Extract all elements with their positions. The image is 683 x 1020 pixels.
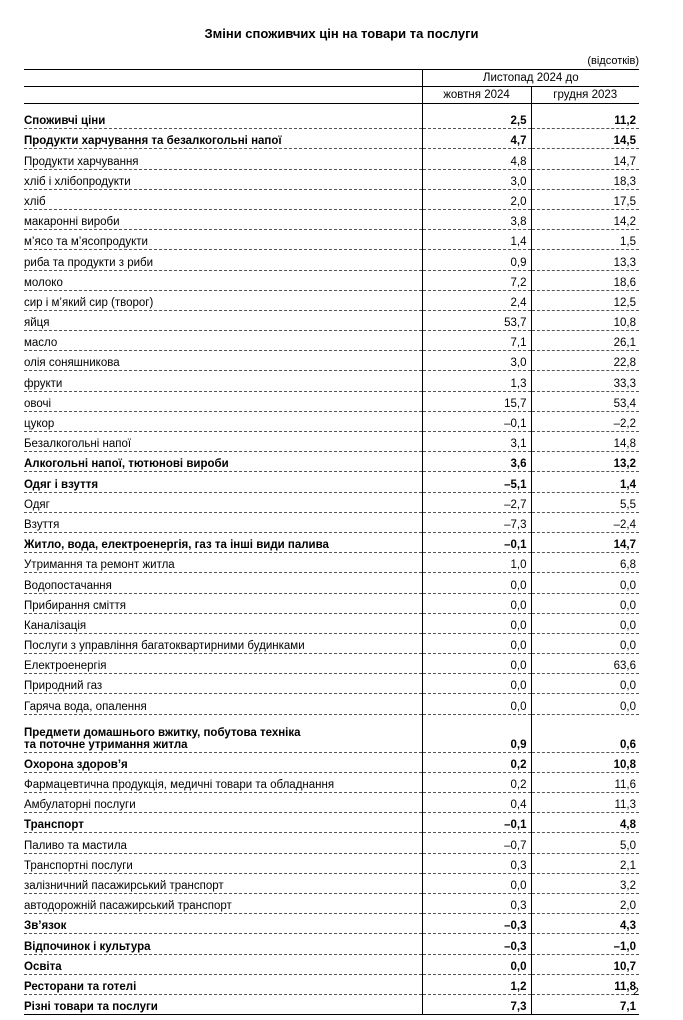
- row-label-text: Гаряча вода, опалення: [24, 700, 147, 713]
- value-vs-prev-month: 0,3: [422, 853, 531, 873]
- value-vs-prev-month: 0,0: [422, 613, 531, 633]
- value-vs-december: 0,0: [531, 633, 639, 653]
- row-label: [24, 593, 422, 613]
- value-vs-prev-month: 0,0: [422, 654, 531, 674]
- row-label-text: Зв’язок: [24, 920, 67, 933]
- row-label-text: Водопостачання: [24, 579, 112, 592]
- row-label: [24, 934, 422, 954]
- row-label: [24, 432, 422, 452]
- value-vs-december: 6,8: [531, 553, 639, 573]
- value-vs-prev-month: 0,4: [422, 793, 531, 813]
- page-number: 2: [632, 986, 639, 998]
- row-label: [24, 492, 422, 512]
- header-blank-2: [24, 87, 422, 104]
- row-label: [24, 189, 422, 209]
- header-period: Листопад 2024 до: [422, 70, 639, 87]
- table-row: [24, 853, 639, 873]
- value-vs-december: 2,0: [531, 893, 639, 913]
- value-vs-december: 18,6: [531, 270, 639, 290]
- row-label-text: Взуття: [24, 518, 60, 531]
- table-row: [24, 793, 639, 813]
- row-label: [24, 310, 422, 330]
- row-label-text: Безалкогольні напої: [24, 438, 132, 451]
- value-vs-prev-month: –0,1: [422, 411, 531, 431]
- table-row: [24, 994, 639, 1014]
- value-vs-prev-month: 0,0: [422, 674, 531, 694]
- value-vs-december: 4,8: [531, 813, 639, 833]
- row-label: [24, 772, 422, 792]
- value-vs-december: 33,3: [531, 371, 639, 391]
- value-vs-prev-month: 0,0: [422, 573, 531, 593]
- table-row: [24, 371, 639, 391]
- table-row: [24, 752, 639, 772]
- row-label: [24, 613, 422, 633]
- value-vs-prev-month: 0,2: [422, 772, 531, 792]
- row-label: [24, 250, 422, 270]
- row-label: [24, 149, 422, 169]
- value-vs-prev-month: 0,0: [422, 593, 531, 613]
- row-label: [24, 674, 422, 694]
- row-label-text: Прибирання сміття: [24, 599, 126, 612]
- row-label-text: Фармацевтична продукція, медичні товари та обладнання: [24, 779, 335, 791]
- row-label: [24, 371, 422, 391]
- value-vs-december: –2,2: [531, 411, 639, 431]
- row-label-text: цукор: [24, 418, 55, 430]
- value-vs-december: 3,2: [531, 873, 639, 893]
- value-vs-prev-month: 2,0: [422, 189, 531, 209]
- row-label-text: фрукти: [24, 377, 63, 390]
- row-label-text: м’ясо та м’ясопродукти: [24, 236, 148, 249]
- value-vs-december: 13,3: [531, 250, 639, 270]
- value-vs-december: 5,5: [531, 492, 639, 512]
- row-label: [24, 452, 422, 472]
- value-vs-prev-month: 1,3: [422, 371, 531, 391]
- row-label-text: Споживчі ціни: [24, 115, 106, 128]
- table-row: [24, 310, 639, 330]
- value-vs-prev-month: 7,2: [422, 270, 531, 290]
- row-label-text: молоко: [24, 276, 63, 289]
- table-row: [24, 169, 639, 189]
- table-row: [24, 553, 639, 573]
- row-label-text: Відпочинок і культура: [24, 940, 151, 953]
- value-vs-prev-month: 3,8: [422, 209, 531, 229]
- value-vs-prev-month: 0,0: [422, 873, 531, 893]
- value-vs-prev-month: –0,3: [422, 934, 531, 954]
- row-label: [24, 391, 422, 411]
- row-label-text: Транспортні послуги: [24, 859, 133, 872]
- table-row: [24, 189, 639, 209]
- value-vs-prev-month: 0,3: [422, 893, 531, 913]
- row-label: [24, 270, 422, 290]
- table-row: [24, 873, 639, 893]
- table-row: [24, 914, 639, 934]
- row-label-text: Продукти харчування та безалкогольні напої: [24, 135, 282, 148]
- price-change-table: [24, 69, 639, 1015]
- value-vs-prev-month: 1,2: [422, 974, 531, 994]
- value-vs-december: 0,0: [531, 593, 639, 613]
- value-vs-december: 18,3: [531, 169, 639, 189]
- row-label-text: Освіта: [24, 960, 62, 973]
- row-label-text-line2: та поточне утримання житла: [24, 738, 188, 751]
- row-label: [24, 331, 422, 351]
- table-row: [24, 974, 639, 994]
- table-row: [24, 813, 639, 833]
- row-label-text: автодорожній пасажирський транспорт: [24, 900, 232, 913]
- row-label-text: Амбулаторні послуги: [24, 799, 136, 812]
- table-row: [24, 674, 639, 694]
- value-vs-december: 14,7: [531, 532, 639, 552]
- value-vs-prev-month: 1,4: [422, 230, 531, 250]
- table-row: [24, 472, 639, 492]
- value-vs-prev-month: 0,9: [422, 714, 531, 752]
- row-label-text: масло: [24, 337, 58, 350]
- row-label: [24, 633, 422, 653]
- value-vs-prev-month: 4,8: [422, 149, 531, 169]
- table-row: [24, 934, 639, 954]
- value-vs-december: 17,5: [531, 189, 639, 209]
- row-label-text: залізничний пасажирський транспорт: [24, 879, 224, 892]
- row-label: [24, 553, 422, 573]
- value-vs-prev-month: 7,1: [422, 331, 531, 351]
- value-vs-december: 10,8: [531, 310, 639, 330]
- row-label: [24, 109, 422, 129]
- value-vs-december: 14,2: [531, 209, 639, 229]
- row-label: [24, 914, 422, 934]
- row-label-text: овочі: [24, 397, 52, 410]
- value-vs-december: 26,1: [531, 331, 639, 351]
- value-vs-december: 1,5: [531, 230, 639, 250]
- row-label-text: хліб і хлібопродукти: [24, 175, 131, 188]
- row-label: [24, 290, 422, 310]
- value-vs-prev-month: 3,1: [422, 432, 531, 452]
- value-vs-december: 13,2: [531, 452, 639, 472]
- value-vs-prev-month: 0,2: [422, 752, 531, 772]
- row-label: [24, 351, 422, 371]
- value-vs-prev-month: 0,0: [422, 633, 531, 653]
- table-row: [24, 593, 639, 613]
- table-row: [24, 532, 639, 552]
- value-vs-december: 14,5: [531, 129, 639, 149]
- value-vs-december: 0,0: [531, 613, 639, 633]
- value-vs-december: 0,0: [531, 674, 639, 694]
- row-label: [24, 893, 422, 913]
- value-vs-prev-month: –0,1: [422, 532, 531, 552]
- table-row: [24, 432, 639, 452]
- table-row: [24, 331, 639, 351]
- value-vs-december: 22,8: [531, 351, 639, 371]
- row-label: [24, 654, 422, 674]
- row-label-text: Різні товари та послуги: [24, 1001, 158, 1014]
- value-vs-december: 11,8: [531, 974, 639, 994]
- row-label: [24, 974, 422, 994]
- value-vs-prev-month: –0,3: [422, 914, 531, 934]
- row-label-text: Алкогольні напої, тютюнові вироби: [24, 458, 229, 471]
- table-row: [24, 613, 639, 633]
- row-label-text: Утримання та ремонт житла: [24, 559, 175, 572]
- value-vs-prev-month: –7,3: [422, 512, 531, 532]
- value-vs-december: 10,8: [531, 752, 639, 772]
- row-label-text: Паливо та мастила: [24, 839, 127, 852]
- value-vs-december: 10,7: [531, 954, 639, 974]
- value-vs-prev-month: 3,6: [422, 452, 531, 472]
- value-vs-december: 14,7: [531, 149, 639, 169]
- row-label: [24, 813, 422, 833]
- row-label-text: Предмети домашнього вжитку, побутова техніка: [24, 726, 301, 739]
- row-label-text: Електроенергія: [24, 660, 107, 673]
- value-vs-december: 11,6: [531, 772, 639, 792]
- row-label: [24, 714, 422, 752]
- value-vs-prev-month: 3,0: [422, 351, 531, 371]
- table-row: [24, 351, 639, 371]
- row-label: [24, 532, 422, 552]
- row-label: [24, 411, 422, 431]
- row-label-text: макаронні вироби: [24, 216, 120, 229]
- row-label: [24, 209, 422, 229]
- row-label: [24, 129, 422, 149]
- table-row: [24, 772, 639, 792]
- row-label-text: Одяг і взуття: [24, 478, 99, 491]
- row-label-text: олія соняшникова: [24, 357, 120, 370]
- value-vs-december: 0,0: [531, 573, 639, 593]
- table-row: [24, 954, 639, 974]
- row-label-text: Охорона здоров’я: [24, 758, 128, 771]
- table-row: [24, 452, 639, 472]
- table-row: [24, 833, 639, 853]
- header-col-prev-month: жовтня 2024: [422, 87, 531, 104]
- header-col-dec: грудня 2023: [531, 87, 639, 104]
- table-row: [24, 209, 639, 229]
- row-label-text: Продукти харчування: [24, 155, 139, 168]
- value-vs-december: 53,4: [531, 391, 639, 411]
- table-row: [24, 270, 639, 290]
- row-label: [24, 512, 422, 532]
- value-vs-december: 11,3: [531, 793, 639, 813]
- value-vs-december: 1,4: [531, 472, 639, 492]
- row-label-text: Житло, вода, електроенергія, газ та інші види палива: [24, 539, 329, 552]
- table-row: [24, 573, 639, 593]
- table-row: [24, 411, 639, 431]
- value-vs-prev-month: –0,1: [422, 813, 531, 833]
- value-vs-prev-month: –0,7: [422, 833, 531, 853]
- value-vs-prev-month: 15,7: [422, 391, 531, 411]
- table-row: [24, 109, 639, 129]
- value-vs-prev-month: 1,0: [422, 553, 531, 573]
- value-vs-december: 11,2: [531, 109, 639, 129]
- value-vs-prev-month: 0,0: [422, 694, 531, 714]
- row-label-text: Транспорт: [24, 819, 84, 832]
- row-label: [24, 694, 422, 714]
- value-vs-december: 4,3: [531, 914, 639, 934]
- value-vs-december: –1,0: [531, 934, 639, 954]
- table-row: [24, 512, 639, 532]
- row-label-text: хліб: [24, 195, 46, 208]
- row-label-text: Одяг: [24, 498, 50, 511]
- value-vs-prev-month: 2,4: [422, 290, 531, 310]
- row-label: [24, 169, 422, 189]
- row-label: [24, 853, 422, 873]
- value-vs-prev-month: 2,5: [422, 109, 531, 129]
- row-label-text: яйця: [24, 317, 50, 330]
- row-label: [24, 230, 422, 250]
- table-body: [24, 104, 639, 1015]
- value-vs-december: 0,6: [531, 714, 639, 752]
- table-row: [24, 230, 639, 250]
- table-row: [24, 129, 639, 149]
- document-title: Зміни споживчих цін на товари та послуги: [204, 26, 479, 41]
- value-vs-december: 63,6: [531, 654, 639, 674]
- value-vs-prev-month: 4,7: [422, 129, 531, 149]
- table-row: [24, 714, 639, 752]
- value-vs-december: 12,5: [531, 290, 639, 310]
- row-label: [24, 752, 422, 772]
- value-vs-prev-month: –5,1: [422, 472, 531, 492]
- value-vs-december: 7,1: [531, 994, 639, 1014]
- row-label-text: сир і м’який сир (творог): [24, 296, 154, 309]
- table-row: [24, 290, 639, 310]
- value-vs-december: 5,0: [531, 833, 639, 853]
- row-label-text: Послуги з управління багатоквартирними будинками: [24, 640, 305, 653]
- table-row: [24, 633, 639, 653]
- row-label-text: Природний газ: [24, 680, 103, 693]
- row-label: [24, 472, 422, 492]
- table-row: [24, 250, 639, 270]
- row-label: [24, 573, 422, 593]
- value-vs-prev-month: –2,7: [422, 492, 531, 512]
- table-row: [24, 492, 639, 512]
- value-vs-december: 0,0: [531, 694, 639, 714]
- row-label: [24, 954, 422, 974]
- value-vs-prev-month: 3,0: [422, 169, 531, 189]
- table-row: [24, 694, 639, 714]
- row-label: [24, 793, 422, 813]
- row-label: [24, 994, 422, 1014]
- value-vs-december: –2,4: [531, 512, 639, 532]
- row-label-text: Каналізація: [24, 619, 87, 632]
- value-vs-prev-month: 0,9: [422, 250, 531, 270]
- header-blank: [24, 70, 422, 87]
- value-vs-prev-month: 0,0: [422, 954, 531, 974]
- table-row: [24, 654, 639, 674]
- table-row: [24, 391, 639, 411]
- row-label-text: риба та продукти з риби: [24, 256, 154, 269]
- row-label: [24, 873, 422, 893]
- row-label: [24, 833, 422, 853]
- table-row: [24, 893, 639, 913]
- row-label-text: Ресторани та готелі: [24, 980, 137, 993]
- units-note: (відсотків): [587, 55, 639, 67]
- value-vs-prev-month: 7,3: [422, 994, 531, 1014]
- table-row: [24, 149, 639, 169]
- value-vs-december: 2,1: [531, 853, 639, 873]
- value-vs-prev-month: 53,7: [422, 310, 531, 330]
- value-vs-december: 14,8: [531, 432, 639, 452]
